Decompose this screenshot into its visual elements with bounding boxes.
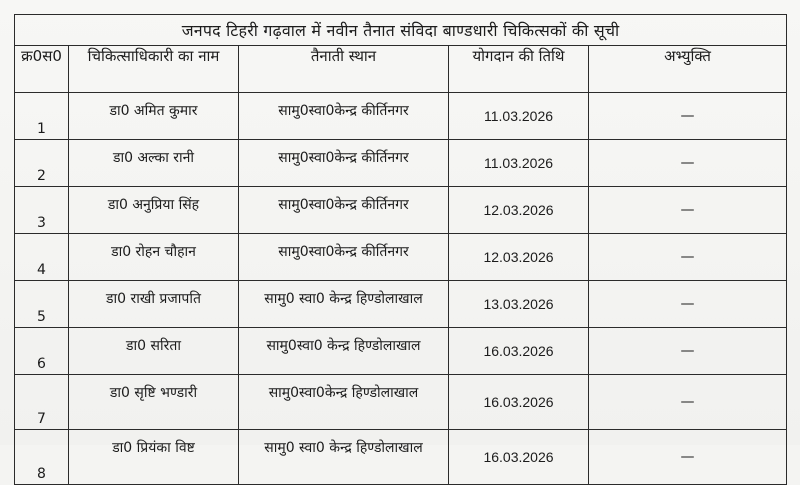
cell-remarks: — <box>589 234 787 281</box>
cell-posting-place: सामु0स्वा0केन्द्र कीर्तिनगर <box>239 140 449 187</box>
cell-serial: 7 <box>15 375 69 430</box>
cell-joining-date: 13.03.2026 <box>449 281 589 328</box>
cell-serial: 6 <box>15 328 69 375</box>
table-row <box>15 328 787 375</box>
table-row <box>15 430 787 485</box>
cell-joining-date: 11.03.2026 <box>449 93 589 140</box>
header-remarks: अभ्युक्ति <box>589 46 787 93</box>
cell-posting-place: सामु0 स्वा0 केन्द्र हिण्डोलाखाल <box>239 281 449 328</box>
cell-posting-place: सामु0स्वा0केन्द्र कीर्तिनगर <box>239 93 449 140</box>
cell-remarks: — <box>589 328 787 375</box>
cell-posting-place: सामु0स्वा0 केन्द्र हिण्डोलाखाल <box>239 328 449 375</box>
cell-remarks: — <box>589 93 787 140</box>
cell-name: डा0 सरिता <box>69 328 239 375</box>
cell-serial: 8 <box>15 430 69 485</box>
cell-serial: 5 <box>15 281 69 328</box>
cell-remarks: — <box>589 281 787 328</box>
cell-joining-date: 16.03.2026 <box>449 375 589 430</box>
cell-posting-place: सामु0स्वा0केन्द्र कीर्तिनगर <box>239 234 449 281</box>
cell-joining-date: 16.03.2026 <box>449 430 589 485</box>
cell-joining-date: 16.03.2026 <box>449 328 589 375</box>
cell-name: डा0 रोहन चौहान <box>69 234 239 281</box>
table-row <box>15 234 787 281</box>
doctors-roster-table <box>14 14 787 485</box>
table-row <box>15 93 787 140</box>
header-joining-date: योगदान की तिथि <box>449 46 589 93</box>
header-row <box>15 46 787 93</box>
cell-posting-place: सामु0स्वा0केन्द्र कीर्तिनगर <box>239 187 449 234</box>
cell-joining-date: 12.03.2026 <box>449 234 589 281</box>
cell-posting-place: सामु0स्वा0केन्द्र हिण्डोलाखाल <box>239 375 449 430</box>
cell-serial: 3 <box>15 187 69 234</box>
cell-remarks: — <box>589 430 787 485</box>
cell-serial: 2 <box>15 140 69 187</box>
header-name: चिकित्साधिकारी का नाम <box>69 46 239 93</box>
cell-name: डा0 अमित कुमार <box>69 93 239 140</box>
cell-name: डा0 राखी प्रजापति <box>69 281 239 328</box>
header-posting-place: तैनाती स्थान <box>239 46 449 93</box>
table-title: जनपद टिहरी गढ़वाल में नवीन तैनात संविदा बाण्डधारी चिकित्सकों की सूची <box>15 15 787 46</box>
cell-name: डा0 सृष्टि भण्डारी <box>69 375 239 430</box>
cell-remarks: — <box>589 140 787 187</box>
cell-serial: 4 <box>15 234 69 281</box>
table-row <box>15 375 787 430</box>
cell-posting-place: सामु0 स्वा0 केन्द्र हिण्डोलाखाल <box>239 430 449 485</box>
cell-name: डा0 अनुप्रिया सिंह <box>69 187 239 234</box>
cell-serial: 1 <box>15 93 69 140</box>
cell-joining-date: 12.03.2026 <box>449 187 589 234</box>
cell-joining-date: 11.03.2026 <box>449 140 589 187</box>
table-row <box>15 187 787 234</box>
cell-remarks: — <box>589 375 787 430</box>
cell-name: डा0 प्रियंका विष्ट <box>69 430 239 485</box>
cell-remarks: — <box>589 187 787 234</box>
header-serial: क्र0स0 <box>15 46 69 93</box>
table-row <box>15 281 787 328</box>
cell-name: डा0 अल्का रानी <box>69 140 239 187</box>
table-row <box>15 140 787 187</box>
